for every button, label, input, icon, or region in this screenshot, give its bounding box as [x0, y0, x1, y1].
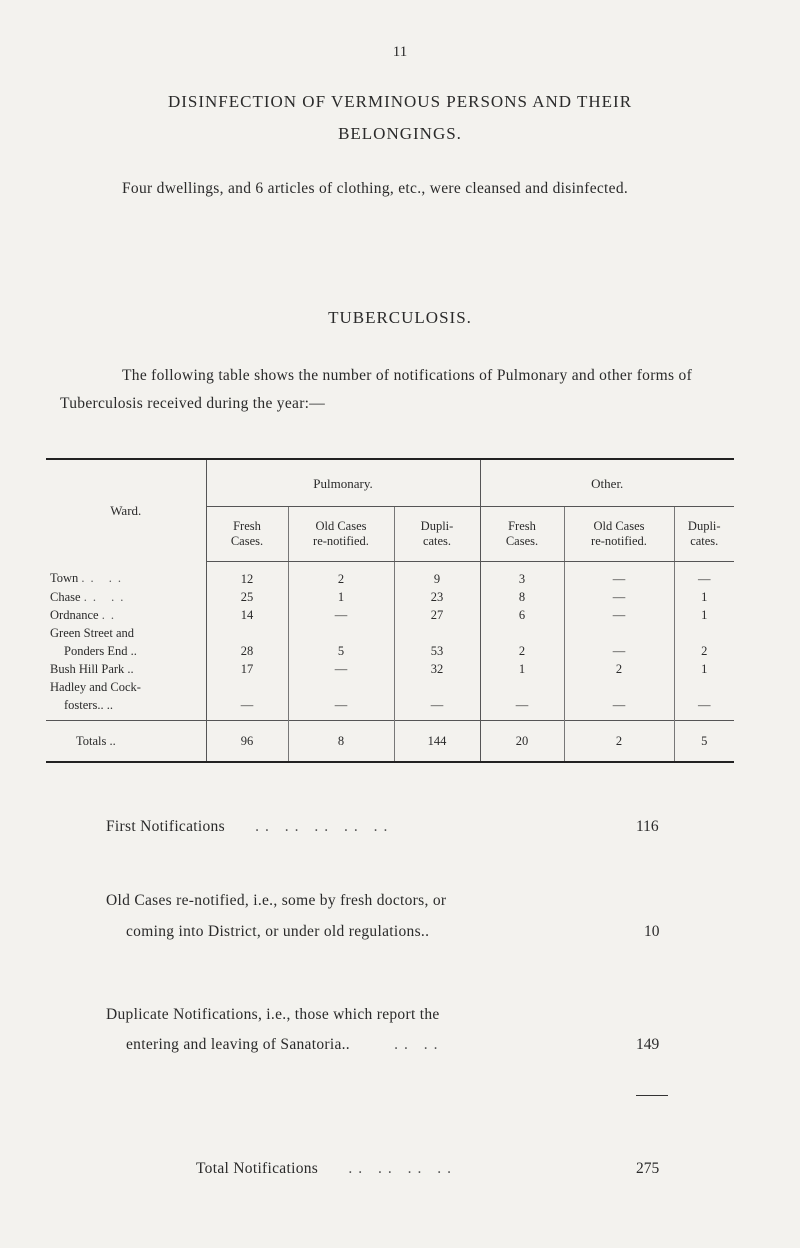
cell: 20 — [480, 721, 564, 763]
table-row — [46, 624, 734, 642]
cell: — — [564, 606, 674, 624]
ward-header: Ward. — [110, 503, 142, 519]
cell: 96 — [206, 721, 288, 763]
cell: 2 — [288, 562, 394, 589]
duplicate-value: 149 — [636, 1036, 660, 1053]
duplicate-line-2: entering and leaving of Sanatoria.. .. .. — [126, 1036, 444, 1053]
ward-name: Hadley and Cock- — [50, 679, 141, 694]
ward-name: Green Street and — [50, 625, 134, 640]
ward-name-cont: Ponders End .. — [64, 643, 137, 658]
cell: 27 — [394, 606, 480, 624]
table-row — [46, 562, 734, 589]
section-title-disinfection — [60, 86, 740, 150]
cell: 32 — [394, 660, 480, 678]
cell: 1 — [674, 606, 734, 624]
cell: 8 — [288, 721, 394, 763]
old-cases-line-1: Old Cases re-notified, i.e., some by fresh doctors, or — [106, 892, 447, 909]
cell: 25 — [206, 588, 288, 606]
notifications-table — [46, 458, 734, 763]
table-row — [46, 606, 734, 624]
page-number: 11 — [392, 44, 408, 60]
cell: 2 — [480, 642, 564, 660]
tuberculosis-paragraph: The following table shows the number of notifications of Pulmonary and other forms of Tuberculosis received during the year:— — [60, 367, 693, 412]
totals-row — [46, 721, 734, 763]
table-row — [46, 660, 734, 678]
title-line-1: DISINFECTION OF VERMINOUS PERSONS AND THEIR — [167, 92, 633, 111]
old-cases-value: 10 — [644, 923, 660, 940]
cell: 14 — [206, 606, 288, 624]
cell: — — [206, 696, 288, 714]
first-notifications-value: 116 — [636, 818, 659, 835]
cell: 2 — [674, 642, 734, 660]
cell: 1 — [288, 588, 394, 606]
cell: — — [288, 696, 394, 714]
cell: — — [394, 696, 480, 714]
cell: — — [564, 642, 674, 660]
title-line-2: BELONGINGS. — [338, 124, 462, 143]
other-old-header: Old Cases re-notified. — [564, 507, 674, 562]
cell: 9 — [394, 562, 480, 589]
other-fresh-header: Fresh Cases. — [480, 507, 564, 562]
cell: 5 — [288, 642, 394, 660]
cell: — — [564, 562, 674, 589]
pulmonary-fresh-header: Fresh Cases. — [206, 507, 288, 562]
cell: 12 — [206, 562, 288, 589]
total-notifications-value: 275 — [636, 1160, 660, 1177]
ward-name: Ordnance .. — [50, 607, 120, 622]
table-group-header — [46, 459, 734, 507]
total-notifications-line: Total Notifications .. .. .. .. — [196, 1160, 457, 1177]
table-row — [46, 588, 734, 606]
disinfection-paragraph: Four dwellings, and 6 articles of clothing, etc., were cleansed and disinfected. — [122, 180, 629, 197]
table-row — [46, 642, 734, 660]
cell: 23 — [394, 588, 480, 606]
cell: 53 — [394, 642, 480, 660]
cell: — — [674, 562, 734, 589]
cell: 17 — [206, 660, 288, 678]
ward-name-cont: fosters.. .. — [64, 697, 113, 712]
cell: 144 — [394, 721, 480, 763]
cell: 3 — [480, 562, 564, 589]
section-title-tuberculosis: TUBERCULOSIS. — [328, 308, 472, 327]
cell: 8 — [480, 588, 564, 606]
cell: 1 — [674, 588, 734, 606]
other-dup-header: Dupli- cates. — [674, 507, 734, 562]
old-cases-line-2: coming into District, or under old regulations.. — [126, 923, 430, 940]
cell: — — [564, 588, 674, 606]
ward-name: Chase .. .. — [50, 589, 130, 604]
other-header: Other. — [480, 459, 734, 507]
first-notifications-label: First Notifications — [106, 818, 225, 835]
ward-name: Town .. .. — [50, 571, 128, 586]
cell: 1 — [674, 660, 734, 678]
pulmonary-header: Pulmonary. — [206, 459, 480, 507]
ward-name: Bush Hill Park .. — [50, 661, 134, 676]
cell: — — [674, 696, 734, 714]
cell: 2 — [564, 660, 674, 678]
cell: 1 — [480, 660, 564, 678]
cell: — — [480, 696, 564, 714]
first-notifications-line: First Notifications .. .. .. .. .. — [106, 818, 394, 835]
cell: 28 — [206, 642, 288, 660]
sum-rule — [636, 1095, 668, 1096]
pulmonary-dup-header: Dupli- cates. — [394, 507, 480, 562]
table-row — [46, 696, 734, 714]
table-row — [46, 678, 734, 696]
pulmonary-old-header: Old Cases re-notified. — [288, 507, 394, 562]
cell: — — [288, 660, 394, 678]
cell: 5 — [674, 721, 734, 763]
cell: 2 — [564, 721, 674, 763]
totals-label: Totals .. — [46, 721, 206, 763]
cell: 6 — [480, 606, 564, 624]
cell: — — [288, 606, 394, 624]
duplicate-line-1: Duplicate Notifications, i.e., those which report the — [106, 1006, 440, 1023]
cell: — — [564, 696, 674, 714]
